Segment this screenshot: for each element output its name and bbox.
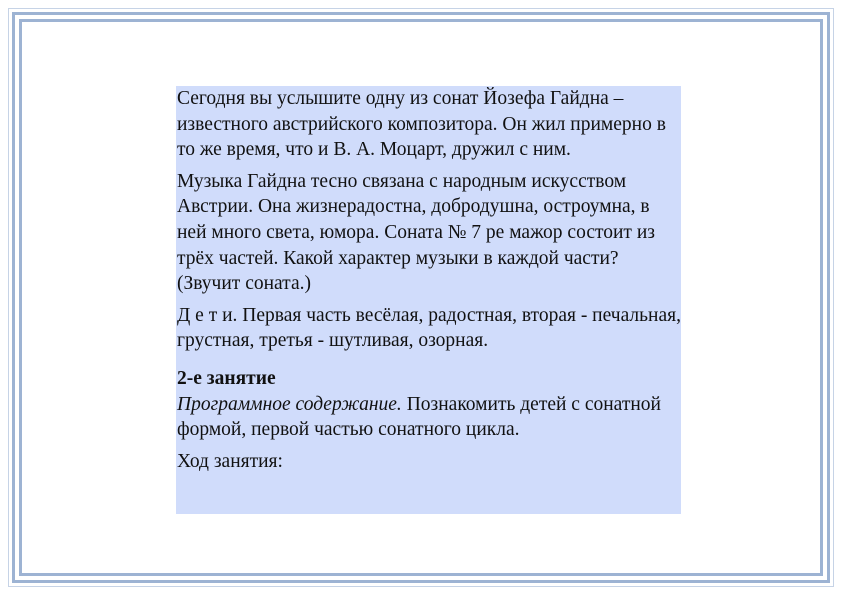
program-content-text: Познакомить детей с сонатной формой, первой частью сонатного цикла.: [177, 393, 661, 441]
lesson-heading: 2-е занятие: [177, 367, 276, 389]
program-content-label: Программное содержание.: [177, 393, 402, 415]
paragraph-music-description: Музыка Гайдна тесно связана с народным искусством Австрии. Она жизнерадостна, добродушна, остроумна, в ней много света, юмора. Соната № 7 ре мажор состоит из трёх частей. Какой характер музыки в каждой части? (Звучит соната.): [177, 170, 655, 295]
text-box: [176, 86, 681, 514]
paragraph-program-content: [177, 392, 681, 443]
paragraph-intro: Сегодня вы услышите одну из сонат Йозефа Гайдна – известного австрийского композитора. Он жил примерно в то же время, что и В. А. Моцарт, дружил с ним.: [177, 88, 666, 161]
paragraph-children-answer: Д е т и. Первая часть весёлая, радостная, вторая - печальная, грустная, третья - шутливая, озорная.: [177, 304, 681, 352]
paragraph-lesson-progress: Ход занятия:: [177, 450, 283, 472]
